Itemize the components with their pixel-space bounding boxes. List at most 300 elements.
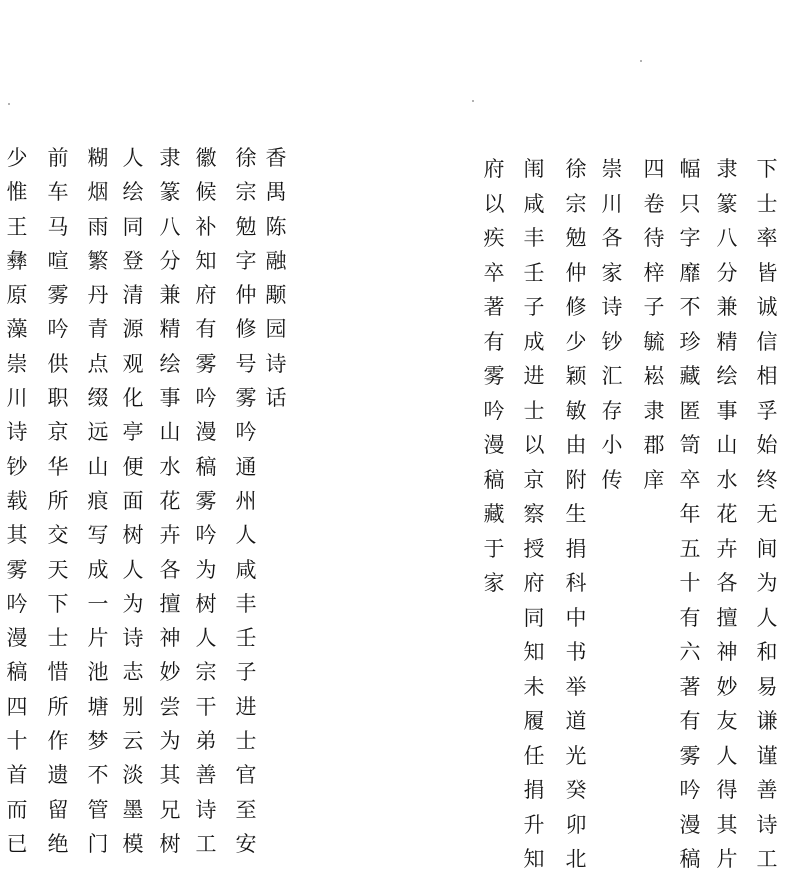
glyph: 知 [523,640,545,664]
glyph: 士 [235,729,257,754]
glyph: 相 [756,364,778,388]
glyph: 有 [679,709,701,733]
glyph: 绘 [122,180,144,205]
glyph: 遗 [47,763,69,788]
glyph: 卉 [159,523,181,548]
glyph: 神 [159,626,181,651]
glyph: 擅 [716,605,738,630]
glyph: 王 [6,214,28,239]
glyph: 登 [122,248,144,273]
glyph: 稿 [195,454,217,479]
glyph: 未 [523,674,545,699]
glyph: 繁 [87,248,109,273]
glyph: 梓 [643,260,665,285]
glyph: 雾 [483,364,505,388]
glyph: 漫 [483,433,505,457]
glyph: 首 [6,763,28,788]
glyph: 弟 [195,729,217,754]
right-text-column [752,159,782,870]
glyph: 塘 [87,694,109,719]
glyph: 丰 [523,226,545,250]
glyph: 十 [679,571,701,595]
glyph: 字 [679,226,701,250]
glyph: 下 [756,157,778,181]
glyph: 子 [523,295,545,319]
glyph: 仲 [565,260,587,285]
glyph: 宗 [195,660,217,685]
glyph: 为 [159,729,181,754]
glyph: 山 [159,420,181,445]
glyph: 惜 [47,660,69,685]
glyph: 诗 [265,351,287,376]
glyph: 卒 [483,260,505,285]
glyph: 隶 [159,146,181,170]
glyph: 人 [235,523,257,548]
glyph: 源 [122,317,144,342]
glyph: 人 [122,557,144,582]
glyph: 吟 [195,386,217,411]
glyph: 作 [47,729,69,754]
glyph: 善 [756,778,778,802]
glyph: 绝 [47,831,69,856]
glyph: 卯 [565,812,587,837]
glyph: 宗 [235,180,257,205]
glyph: 雾 [6,557,28,582]
glyph: 著 [483,295,505,319]
glyph: 珍 [679,329,701,354]
glyph: 壬 [523,260,545,285]
glyph: 马 [47,214,69,239]
glyph: 隶 [716,157,738,181]
glyph: 传 [601,467,623,492]
glyph: 八 [716,226,738,250]
glyph: 皆 [756,260,778,285]
glyph: 事 [159,386,181,411]
glyph: 其 [159,763,181,788]
glyph: 擅 [159,591,181,616]
glyph: 徐 [235,146,257,170]
glyph: 职 [47,386,69,411]
glyph: 谨 [756,743,778,768]
glyph: 吟 [47,317,69,342]
glyph: 各 [601,226,623,250]
glyph: 神 [716,640,738,664]
glyph: 始 [756,433,778,457]
glyph: 得 [716,778,738,802]
glyph: 率 [756,226,778,250]
glyph: 郡 [643,433,665,457]
glyph: 干 [195,694,217,719]
glyph: 兄 [159,797,181,822]
glyph: 一 [87,591,109,616]
glyph: 事 [716,398,738,423]
glyph: 池 [87,660,109,685]
glyph: 知 [195,248,217,273]
glyph: 雾 [195,488,217,513]
glyph: 藏 [483,502,505,526]
left-text-column [83,148,113,855]
glyph: 诗 [195,797,217,822]
glyph: 修 [235,317,257,342]
glyph: 青 [87,317,109,342]
glyph: 交 [47,523,69,548]
glyph: 宗 [565,191,587,216]
glyph: 勉 [565,226,587,250]
glyph: 以 [523,433,545,457]
glyph: 吟 [6,591,28,616]
glyph: 融 [265,248,287,273]
glyph: 子 [643,295,665,319]
glyph: 人 [756,605,778,630]
glyph: 淡 [122,763,144,788]
glyph: 不 [679,295,701,319]
glyph: 颙 [265,283,287,308]
glyph: 兼 [159,283,181,308]
glyph: 人 [195,626,217,651]
glyph: 篆 [159,180,181,205]
glyph: 匿 [679,398,701,423]
glyph: 癸 [565,778,587,802]
glyph: 谦 [756,709,778,733]
glyph: 崇 [6,351,28,376]
glyph: 供 [47,351,69,376]
glyph: 家 [601,260,623,285]
glyph: 话 [265,386,287,411]
glyph: 同 [122,214,144,239]
glyph: 候 [195,180,217,205]
glyph: 已 [6,831,28,856]
glyph: 精 [716,329,738,354]
glyph: 咸 [235,557,257,582]
glyph: 毓 [643,329,665,354]
glyph: 漫 [6,626,28,651]
glyph: 科 [565,571,587,595]
glyph: 不 [87,763,109,788]
glyph: 成 [87,557,109,582]
glyph: 漫 [679,812,701,837]
glyph: 敏 [565,398,587,423]
glyph: 善 [195,763,217,788]
glyph: 篆 [716,191,738,216]
glyph: 远 [87,420,109,445]
glyph: 士 [47,626,69,651]
glyph: 门 [87,831,109,856]
glyph: 由 [565,433,587,457]
glyph: 和 [756,640,778,664]
glyph: 易 [756,674,778,699]
glyph: 汇 [601,364,623,388]
glyph: 终 [756,467,778,492]
glyph: 雾 [235,386,257,411]
glyph: 州 [235,488,257,513]
glyph: 梦 [87,729,109,754]
glyph: 片 [87,626,109,651]
glyph: 下 [47,591,69,616]
glyph: 升 [523,812,545,837]
glyph: 其 [716,812,738,837]
glyph: 信 [756,329,778,354]
glyph: 惟 [6,180,28,205]
glyph: 雾 [195,351,217,376]
paper-speck [640,60,642,62]
glyph: 仲 [235,283,257,308]
glyph: 观 [122,351,144,376]
glyph: 八 [159,214,181,239]
glyph: 分 [716,260,738,285]
glyph: 成 [523,329,545,354]
glyph: 同 [523,605,545,630]
glyph: 精 [159,317,181,342]
glyph: 云 [122,729,144,754]
glyph: 树 [159,831,181,856]
glyph: 川 [6,386,28,411]
glyph: 孚 [756,398,778,423]
glyph: 写 [87,523,109,548]
glyph: 卉 [716,536,738,561]
glyph: 前 [47,146,69,170]
glyph: 修 [565,295,587,319]
glyph: 诗 [122,626,144,651]
glyph: 彝 [6,248,28,273]
glyph: 稿 [679,847,701,871]
glyph: 天 [47,557,69,582]
glyph: 兼 [716,295,738,319]
glyph: 年 [679,502,701,526]
glyph: 川 [601,191,623,216]
glyph: 各 [159,557,181,582]
glyph: 便 [122,454,144,479]
glyph: 香 [265,146,287,170]
glyph: 树 [122,523,144,548]
glyph: 书 [565,640,587,664]
glyph: 履 [523,709,545,733]
glyph: 诚 [756,295,778,319]
left-text-column [2,148,32,855]
glyph: 有 [679,605,701,630]
glyph: 吟 [195,523,217,548]
glyph: 徐 [565,157,587,181]
glyph: 四 [6,694,28,719]
glyph: 幅 [679,157,701,181]
glyph: 妙 [159,660,181,685]
glyph: 禺 [265,180,287,205]
glyph: 雾 [47,283,69,308]
glyph: 存 [601,398,623,423]
glyph: 闱 [523,157,545,181]
glyph: 面 [122,488,144,513]
glyph: 绘 [159,351,181,376]
glyph: 留 [47,797,69,822]
glyph: 车 [47,180,69,205]
glyph: 各 [716,571,738,595]
glyph: 丰 [235,591,257,616]
glyph: 府 [483,157,505,181]
glyph: 藏 [679,364,701,388]
glyph: 点 [87,351,109,376]
glyph: 烟 [87,180,109,205]
glyph: 雾 [679,743,701,768]
left-text-column [155,148,185,855]
glyph: 缀 [87,386,109,411]
left-text-column [43,148,73,855]
glyph: 绘 [716,364,738,388]
glyph: 所 [47,488,69,513]
glyph: 子 [235,660,257,685]
glyph: 字 [235,248,257,273]
glyph: 于 [483,536,505,561]
glyph: 丹 [87,283,109,308]
glyph: 察 [523,502,545,526]
glyph: 稿 [6,660,28,685]
glyph: 家 [483,571,505,595]
glyph: 士 [523,398,545,423]
glyph: 安 [235,831,257,856]
glyph: 捐 [565,536,587,561]
right-text-column [675,159,705,870]
glyph: 水 [159,454,181,479]
glyph: 任 [523,743,545,768]
glyph: 片 [716,847,738,871]
left-text-column [261,148,291,409]
glyph: 喧 [47,248,69,273]
glyph: 所 [47,694,69,719]
left-text-column [231,148,261,855]
glyph: 墨 [122,797,144,822]
glyph: 山 [87,454,109,479]
glyph: 化 [122,386,144,411]
glyph: 官 [235,763,257,788]
glyph: 吟 [483,398,505,423]
glyph: 靡 [679,260,701,285]
glyph: 钞 [601,329,623,354]
glyph: 庠 [643,467,665,492]
glyph: 分 [159,248,181,273]
right-text-column [639,159,669,491]
glyph: 诗 [6,420,28,445]
glyph: 生 [565,502,587,526]
glyph: 清 [122,283,144,308]
glyph: 隶 [643,398,665,423]
glyph: 人 [122,146,144,170]
glyph: 山 [716,433,738,457]
glyph: 士 [756,191,778,216]
glyph: 授 [523,536,545,561]
glyph: 光 [565,743,587,768]
glyph: 道 [565,709,587,733]
glyph: 尝 [159,694,181,719]
glyph: 花 [716,502,738,526]
glyph: 附 [565,467,587,492]
glyph: 别 [122,694,144,719]
glyph: 原 [6,283,28,308]
glyph: 为 [195,557,217,582]
glyph: 其 [6,523,28,548]
glyph: 壬 [235,626,257,651]
glyph: 友 [716,709,738,733]
left-text-column [118,148,148,855]
glyph: 颖 [565,364,587,388]
left-text-column [191,148,221,855]
glyph: 模 [122,831,144,856]
glyph: 以 [483,191,505,216]
glyph: 至 [235,797,257,822]
glyph: 间 [756,536,778,561]
glyph: 诗 [756,812,778,837]
glyph: 五 [679,536,701,561]
glyph: 管 [87,797,109,822]
right-text-column [561,159,591,870]
glyph: 补 [195,214,217,239]
glyph: 钞 [6,454,28,479]
glyph: 京 [47,420,69,445]
glyph: 府 [523,571,545,595]
glyph: 花 [159,488,181,513]
glyph: 进 [235,694,257,719]
glyph: 糊 [87,146,109,170]
glyph: 十 [6,729,28,754]
glyph: 雨 [87,214,109,239]
paper-speck [8,103,10,105]
glyph: 有 [483,329,505,354]
glyph: 四 [643,157,665,181]
glyph: 少 [565,329,587,354]
glyph: 崧 [643,364,665,388]
glyph: 载 [6,488,28,513]
glyph: 陈 [265,214,287,239]
right-text-column [519,159,549,870]
glyph: 徽 [195,146,217,170]
glyph: 通 [235,454,257,479]
paper-speck [472,100,474,102]
glyph: 中 [565,605,587,630]
glyph: 诗 [601,295,623,319]
glyph: 人 [716,743,738,768]
glyph: 知 [523,847,545,871]
glyph: 亭 [122,420,144,445]
glyph: 稿 [483,467,505,492]
glyph: 工 [756,847,778,871]
glyph: 为 [122,591,144,616]
glyph: 进 [523,364,545,388]
glyph: 树 [195,591,217,616]
glyph: 勉 [235,214,257,239]
right-text-column [712,159,742,870]
glyph: 少 [6,146,28,170]
glyph: 只 [679,191,701,216]
glyph: 小 [601,433,623,457]
glyph: 吟 [679,778,701,802]
glyph: 捐 [523,778,545,802]
glyph: 痕 [87,488,109,513]
glyph: 志 [122,660,144,685]
glyph: 府 [195,283,217,308]
glyph: 无 [756,502,778,526]
right-text-column [479,159,509,594]
glyph: 崇 [601,157,623,181]
glyph: 而 [6,797,28,822]
glyph: 有 [195,317,217,342]
glyph: 工 [195,831,217,856]
glyph: 号 [235,351,257,376]
glyph: 咸 [523,191,545,216]
glyph: 藻 [6,317,28,342]
glyph: 笥 [679,433,701,457]
glyph: 疾 [483,226,505,250]
glyph: 六 [679,640,701,664]
glyph: 为 [756,571,778,595]
glyph: 京 [523,467,545,492]
right-text-column [597,159,627,491]
